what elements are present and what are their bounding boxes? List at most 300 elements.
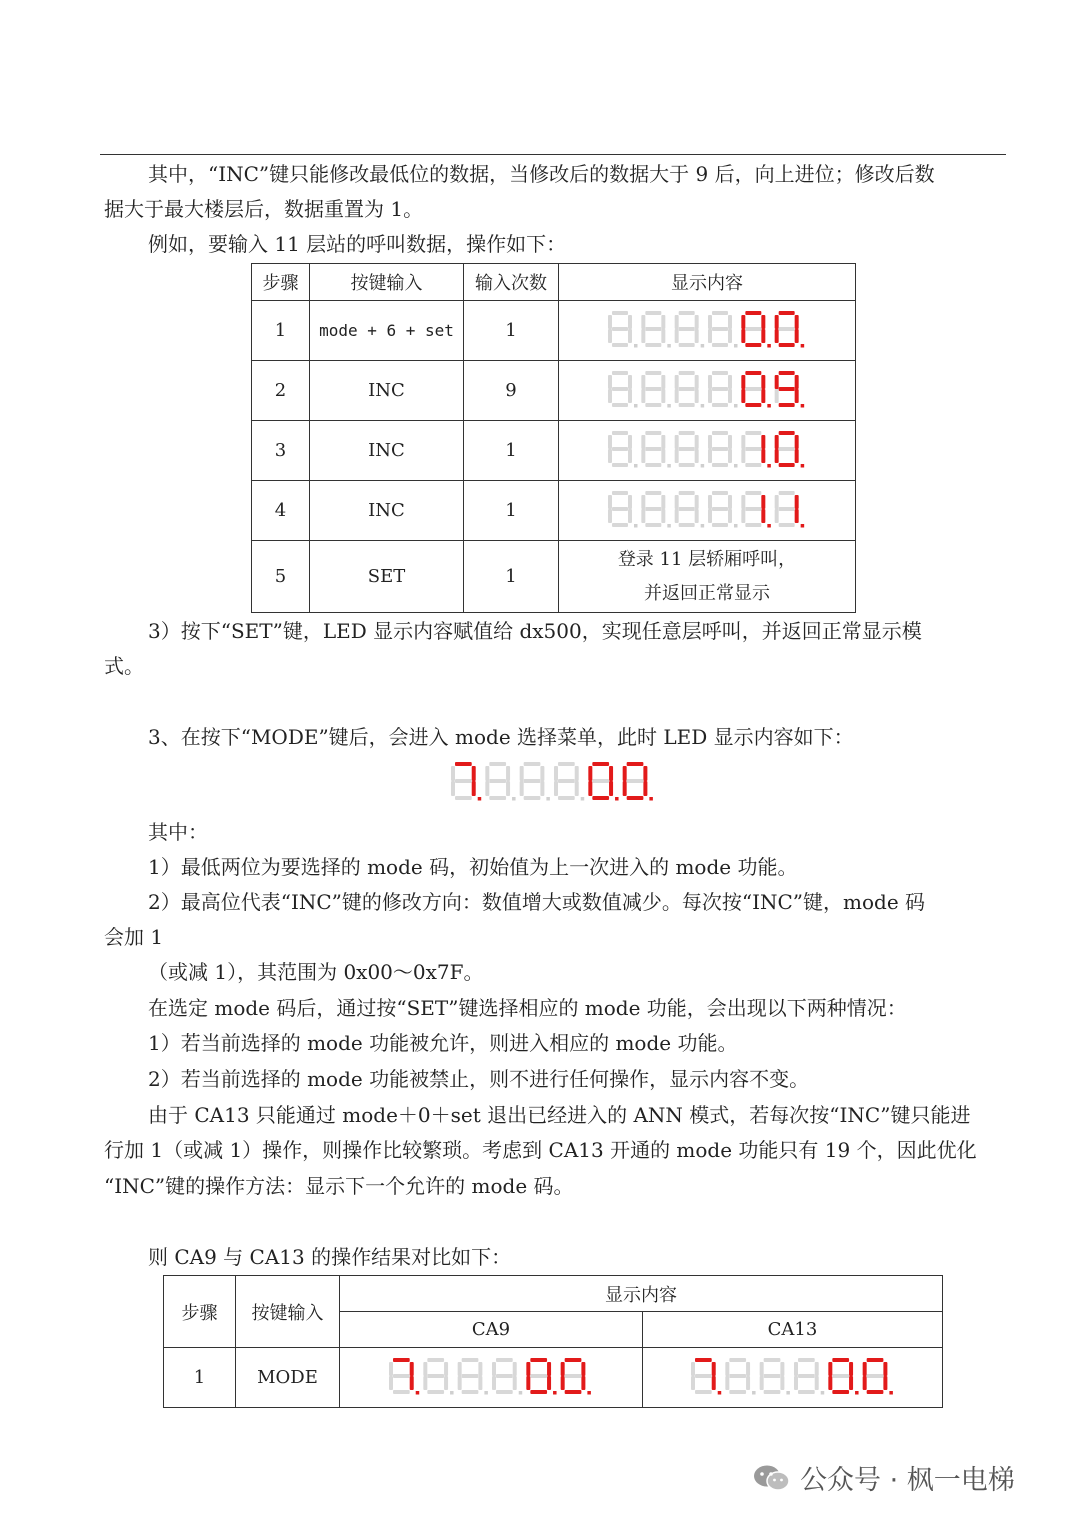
led-segment [478, 1376, 482, 1390]
led-segment [866, 1390, 883, 1394]
watermark-text: 公众号 · 枫一电梯 [800, 1465, 1015, 1496]
led-digit [741, 311, 771, 348]
led-decimal-point [649, 797, 653, 801]
led-segment [575, 781, 579, 796]
led-segment [828, 1362, 832, 1376]
led-segment [554, 781, 558, 796]
led-decimal-point [801, 404, 805, 408]
paragraph-set-select: 在选定 mode 码后，通过按“SET”键选择相应的 mode 功能，会出现以下两种情况： [148, 996, 907, 1020]
led-decimal-point [615, 797, 619, 801]
led-segment [675, 435, 679, 449]
led-segment [675, 389, 679, 403]
paragraph-range: （或减 1），其范围为 0x00～0x7F。 [148, 960, 484, 984]
led-segment [641, 435, 645, 449]
led-decimal-point [701, 404, 705, 408]
led-segment [775, 389, 779, 403]
led-segment [427, 1374, 444, 1378]
count-cell: 9 [464, 361, 559, 421]
led-segment [775, 329, 779, 343]
led-segment [712, 447, 728, 451]
led-digit [862, 1358, 892, 1395]
led-segment [775, 435, 779, 449]
led-decimal-point [667, 404, 671, 408]
led-segment [711, 1362, 715, 1376]
led-segment [775, 315, 779, 329]
led-digit [725, 1358, 755, 1395]
ca13-display-cell [643, 1348, 943, 1408]
led-segment [795, 449, 799, 463]
led-segment [472, 781, 476, 796]
led-segment [645, 327, 661, 331]
led-digit [608, 491, 638, 528]
led-segment [645, 491, 661, 495]
led-segment [492, 1376, 496, 1390]
led-segment [779, 523, 795, 527]
led-segment [524, 779, 541, 783]
led-segment [389, 1376, 393, 1390]
led-segment [496, 1390, 513, 1394]
step-cell: 3 [252, 421, 310, 481]
led-decimal-point [546, 797, 550, 801]
table-row [164, 1348, 943, 1408]
led-decimal-point [512, 797, 516, 801]
led-segment [745, 327, 761, 331]
led-segment [849, 1362, 853, 1376]
led-digit [775, 311, 805, 348]
led-decimal-point [634, 404, 638, 408]
led-segment [675, 509, 679, 523]
led-segment [746, 1362, 750, 1376]
led-segment [741, 495, 745, 509]
led-digit [675, 491, 705, 528]
led-segment [795, 329, 799, 343]
led-segment [712, 311, 728, 315]
led-segment [691, 1362, 695, 1376]
led-segment [530, 1374, 547, 1378]
led-segment [761, 315, 765, 329]
led-segment [775, 509, 779, 523]
led-segment [761, 449, 765, 463]
led-segment [645, 403, 661, 407]
led-segment [780, 1362, 784, 1376]
paragraph-where: 其中： [148, 820, 208, 844]
led-segment [462, 1358, 479, 1362]
led-segment [588, 766, 592, 781]
led-digit [554, 762, 584, 801]
mode-led-display [450, 760, 656, 806]
led-segment [645, 447, 661, 451]
led-segment [661, 449, 665, 463]
led-segment [745, 403, 761, 407]
led-decimal-point [734, 524, 738, 528]
led-segment [746, 1376, 750, 1390]
led-segment [612, 403, 628, 407]
led-segment [779, 371, 795, 375]
led-segment [462, 1390, 479, 1394]
led-segment [832, 1358, 849, 1362]
led-segment [745, 387, 761, 391]
led-decimal-point [634, 524, 638, 528]
led-digit [608, 311, 638, 348]
table-row [252, 361, 856, 421]
led-segment [628, 449, 632, 463]
led-decimal-point [767, 464, 771, 468]
led-digit [641, 311, 671, 348]
led-segment [530, 1390, 547, 1394]
paragraph-ca13-3: “INC”键的操作方法：显示下一个允许的 mode 码。 [104, 1174, 574, 1198]
led-segment [745, 343, 761, 347]
step-cell: 1 [252, 301, 310, 361]
led-segment [661, 509, 665, 523]
led-segment [410, 1362, 414, 1376]
led-segment [814, 1376, 818, 1390]
led-segment [763, 1374, 780, 1378]
led-segment [645, 311, 661, 315]
led-digit [492, 1358, 522, 1395]
led-segment [779, 387, 795, 391]
led-segment [741, 315, 745, 329]
step-cell: 1 [164, 1348, 236, 1408]
led-segment [725, 1376, 729, 1390]
key-input-cell: INC [310, 421, 464, 481]
paragraph-ca13-2: 行加 1（或减 1）操作，则操作比较繁琐。考虑到 CA13 开通的 mode 功能只有 19 个，因此优化 [104, 1138, 977, 1162]
led-segment [451, 781, 455, 796]
led-decimal-point [450, 1391, 454, 1395]
led-segment [641, 509, 645, 523]
led-digit [675, 371, 705, 408]
led-segment [763, 1358, 780, 1362]
led-segment [745, 491, 761, 495]
led-segment [608, 389, 612, 403]
led-segment [628, 495, 632, 509]
led-segment [628, 315, 632, 329]
led-digit [775, 431, 805, 468]
key-input-cell: INC [310, 361, 464, 421]
led-segment [795, 495, 799, 509]
led-digit [675, 311, 705, 348]
led-segment [485, 766, 489, 781]
led-digit [828, 1358, 858, 1395]
led-segment [695, 449, 699, 463]
led-digit [708, 371, 738, 408]
led-decimal-point [786, 1391, 790, 1395]
led-segment [547, 1362, 551, 1376]
led-segment [883, 1376, 887, 1390]
led-segment [612, 343, 628, 347]
paragraph-high-bit: 2）最高位代表“INC”键的修改方向：数值增大或数值减少。每次按“INC”键，mode 码 [148, 890, 926, 914]
led-segment [530, 1358, 547, 1362]
count-cell: 1 [464, 301, 559, 361]
paragraph-ca13-1: 由于 CA13 只能通过 mode＋0＋set 退出已经进入的 ANN 模式，若每次按“INC”键只能进 [148, 1103, 971, 1127]
led-segment [775, 375, 779, 389]
led-segment [728, 315, 732, 329]
led-segment [492, 1362, 496, 1376]
led-segment [675, 449, 679, 463]
display-text-line-2: 并返回正常显示 [644, 582, 770, 604]
led-digit [794, 1358, 824, 1395]
led-segment [741, 375, 745, 389]
led-segment [455, 762, 472, 766]
led-segment [524, 796, 541, 800]
display-cell [559, 481, 856, 541]
led-segment [775, 495, 779, 509]
led-segment [729, 1390, 746, 1394]
display-cell [559, 301, 856, 361]
led-segment [779, 491, 795, 495]
led-segment [814, 1362, 818, 1376]
led-segment [455, 779, 472, 783]
led-segment [708, 389, 712, 403]
led-segment [798, 1358, 815, 1362]
led-segment [455, 796, 472, 800]
led-segment [423, 1376, 427, 1390]
led-segment [725, 1362, 729, 1376]
led-segment [708, 449, 712, 463]
led-segment [628, 435, 632, 449]
led-decimal-point [701, 524, 705, 528]
header-step: 步骤 [164, 1276, 236, 1348]
led-segment [451, 766, 455, 781]
led-segment [745, 431, 761, 435]
led-segment [712, 387, 728, 391]
led-display [607, 429, 807, 473]
led-segment [612, 447, 628, 451]
wechat-icon [752, 1463, 792, 1493]
led-segment [661, 495, 665, 509]
led-segment [608, 435, 612, 449]
header-rule [100, 154, 1006, 155]
led-segment [427, 1390, 444, 1394]
paragraph-mode-intro: 3、在按下“MODE”键后，会进入 mode 选择菜单，此时 LED 显示内容如下： [148, 725, 854, 749]
ca9-ca13-compare-table [163, 1275, 943, 1408]
led-segment [554, 766, 558, 781]
led-segment [444, 1376, 448, 1390]
led-segment [641, 495, 645, 509]
led-segment [695, 329, 699, 343]
led-decimal-point [634, 464, 638, 468]
led-segment [866, 1358, 883, 1362]
table-row [252, 421, 856, 481]
led-segment [581, 1376, 585, 1390]
led-segment [679, 403, 695, 407]
led-decimal-point [587, 1391, 591, 1395]
led-segment [794, 1376, 798, 1390]
led-segment [712, 463, 728, 467]
led-segment [695, 1358, 712, 1362]
led-segment [712, 343, 728, 347]
led-segment [627, 779, 644, 783]
led-segment [558, 762, 575, 766]
led-display [607, 489, 807, 533]
led-digit [708, 491, 738, 528]
led-segment [798, 1390, 815, 1394]
led-decimal-point [701, 344, 705, 348]
led-segment [561, 1376, 565, 1390]
display-cell [559, 361, 856, 421]
led-segment [679, 523, 695, 527]
led-segment [708, 329, 712, 343]
led-segment [472, 766, 476, 781]
led-segment [849, 1376, 853, 1390]
led-segment [745, 463, 761, 467]
led-segment [862, 1362, 866, 1376]
led-digit [520, 762, 550, 801]
led-digit [423, 1358, 453, 1395]
led-decimal-point [519, 1391, 523, 1395]
led-digit [458, 1358, 488, 1395]
led-segment [513, 1376, 517, 1390]
led-segment [506, 766, 510, 781]
led-segment [691, 1376, 695, 1390]
led-segment [679, 463, 695, 467]
led-segment [761, 389, 765, 403]
led-segment [458, 1376, 462, 1390]
led-segment [608, 375, 612, 389]
led-segment [728, 449, 732, 463]
led-segment [444, 1362, 448, 1376]
led-segment [612, 463, 628, 467]
led-segment [393, 1390, 410, 1394]
led-segment [679, 311, 695, 315]
led-segment [628, 509, 632, 523]
led-segment [628, 329, 632, 343]
led-decimal-point [734, 344, 738, 348]
led-segment [645, 431, 661, 435]
led-segment [695, 1374, 712, 1378]
led-digit [759, 1358, 789, 1395]
led-segment [558, 779, 575, 783]
led-segment [708, 509, 712, 523]
led-segment [612, 491, 628, 495]
led-segment [679, 371, 695, 375]
led-segment [862, 1376, 866, 1390]
led-segment [712, 431, 728, 435]
ca9-display-cell [340, 1348, 643, 1408]
led-decimal-point [767, 524, 771, 528]
header-ca13: CA13 [643, 1312, 943, 1348]
led-segment [728, 389, 732, 403]
led-segment [489, 779, 506, 783]
led-segment [592, 762, 609, 766]
led-segment [496, 1358, 513, 1362]
led-segment [741, 449, 745, 463]
led-segment [661, 329, 665, 343]
led-decimal-point [801, 464, 805, 468]
led-segment [728, 495, 732, 509]
table-row [252, 541, 856, 613]
led-segment [608, 329, 612, 343]
key-input-cell: INC [310, 481, 464, 541]
led-segment [712, 523, 728, 527]
led-decimal-point [553, 1391, 557, 1395]
led-segment [526, 1376, 530, 1390]
led-segment [798, 1374, 815, 1378]
led-segment [779, 431, 795, 435]
led-segment [612, 371, 628, 375]
led-segment [695, 1390, 712, 1394]
led-segment [708, 375, 712, 389]
paragraph-set-key-cont: 式。 [104, 654, 144, 678]
led-segment [513, 1362, 517, 1376]
led-digit [708, 311, 738, 348]
table-header-row [252, 264, 856, 301]
table-header-row [164, 1276, 943, 1312]
led-segment [745, 523, 761, 527]
led-segment [645, 371, 661, 375]
led-segment [679, 447, 695, 451]
led-segment [661, 435, 665, 449]
led-segment [761, 375, 765, 389]
led-segment [695, 435, 699, 449]
led-segment [779, 447, 795, 451]
led-decimal-point [634, 344, 638, 348]
led-segment [761, 495, 765, 509]
led-segment [581, 1362, 585, 1376]
led-segment [675, 375, 679, 389]
led-digit [561, 1358, 591, 1395]
paragraph-compare-intro: 则 CA9 与 CA13 的操作结果对比如下： [148, 1245, 512, 1269]
led-decimal-point [767, 344, 771, 348]
paragraph-inc-rule-1: 其中，“INC”键只能修改最低位的数据，当修改后的数据大于 9 后，向上进位；修改后数 [148, 162, 935, 186]
led-segment [728, 509, 732, 523]
led-decimal-point [734, 404, 738, 408]
led-segment [612, 327, 628, 331]
display-text-cell [559, 541, 856, 613]
led-segment [645, 507, 661, 511]
led-decimal-point [667, 464, 671, 468]
led-segment [695, 315, 699, 329]
table-row [252, 301, 856, 361]
led-decimal-point [889, 1391, 893, 1395]
led-segment [612, 523, 628, 527]
led-segment [794, 1362, 798, 1376]
led-segment [828, 1376, 832, 1390]
led-segment [612, 431, 628, 435]
led-segment [883, 1362, 887, 1376]
led-segment [612, 507, 628, 511]
led-segment [520, 766, 524, 781]
header-key-input: 按键输入 [236, 1276, 340, 1348]
led-segment [741, 435, 745, 449]
led-decimal-point [667, 524, 671, 528]
led-decimal-point [701, 464, 705, 468]
led-segment [679, 327, 695, 331]
led-segment [712, 491, 728, 495]
led-segment [520, 781, 524, 796]
paragraph-high-bit-cont: 会加 1 [104, 925, 164, 949]
led-digit [389, 1358, 419, 1395]
led-segment [623, 766, 627, 781]
led-digit [708, 431, 738, 468]
led-segment [489, 762, 506, 766]
led-segment [645, 343, 661, 347]
led-decimal-point [752, 1391, 756, 1395]
led-segment [745, 371, 761, 375]
led-segment [389, 1362, 393, 1376]
led-segment [641, 389, 645, 403]
led-display [607, 369, 807, 413]
led-segment [728, 375, 732, 389]
led-segment [641, 315, 645, 329]
led-segment [645, 387, 661, 391]
led-segment [612, 311, 628, 315]
led-segment [775, 449, 779, 463]
led-segment [675, 315, 679, 329]
led-segment [608, 495, 612, 509]
header-count: 输入次数 [464, 264, 559, 301]
led-segment [410, 1376, 414, 1390]
led-segment [675, 329, 679, 343]
